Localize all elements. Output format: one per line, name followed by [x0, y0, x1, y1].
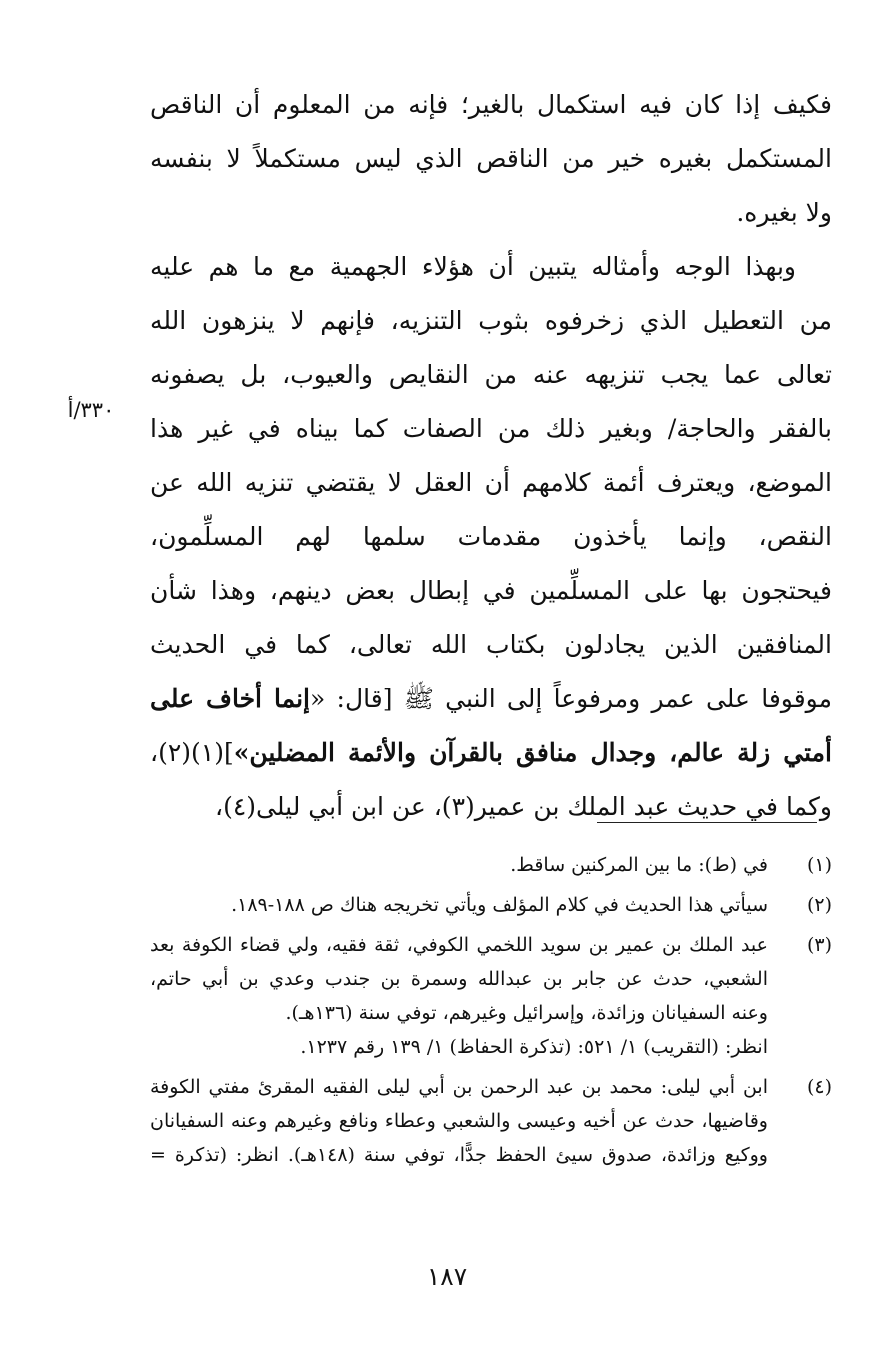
text-line: الموضع، ويعترف أئمة كلامهم أن العقل لا يقتضي تنزيه الله عن [150, 468, 832, 497]
footnote-line: ووكيع وزائدة، صدوق سيئ الحفظ جدًّا، توفي سنة (١٤٨هـ). انظر: (تذكرة = [150, 1144, 768, 1166]
footnote-line: وعنه السفيانان وزائدة، وإسرائيل وغيرهم، توفي سنة (١٣٦هـ). [285, 1002, 768, 1024]
footnote-separator [597, 822, 817, 823]
hadith-intro: موقوفا على عمر ومرفوعاً إلى النبي ﷺ [قال: « [309, 684, 832, 713]
hadith-line-1 [150, 672, 832, 726]
text-line: تعالى عما يجب تنزيهه عنه من النقايص والعيوب، بل يصفونه [150, 360, 832, 389]
text-line: من التعطيل الذي زخرفوه بثوب التنزيه، فإنهم لا ينزهون الله [150, 306, 832, 335]
hadith-line-2 [150, 726, 832, 780]
footnote-line: انظر: (التقريب) ١/ ٥٢١: (تذكرة الحفاظ) ١/ ١٣٩ رقم ١٢٣٧. [300, 1036, 768, 1058]
text-line: بالفقر والحاجة/ وبغير ذلك من الصفات كما بيناه في غير هذا [150, 414, 832, 443]
footnote [150, 848, 832, 882]
footnote-refs: ](١)(٢)، [150, 738, 234, 767]
manuscript-folio-note: ٣٣٠/أ [67, 398, 115, 422]
footnote [150, 928, 832, 1064]
text-line: المستكمل بغيره خير من الناقص الذي ليس مستكملاً لا بنفسه [150, 144, 832, 173]
text-line: ولا بغيره. [736, 198, 832, 227]
hadith-quote: إنما أخاف على [150, 684, 310, 713]
footnote-line: عبد الملك بن عمير بن سويد اللخمي الكوفي، ثقة فقيه، ولي قضاء الكوفة بعد [150, 934, 768, 956]
footnote-line: في (ط): ما بين المركنين ساقط. [510, 854, 768, 876]
text-line: النقص، وإنما يأخذون مقدمات سلمها لهم المسلِّمون، [150, 522, 832, 551]
footnote [150, 888, 832, 922]
text-line: وكما في حديث عبد الملك بن عمير(٣)، عن ابن أبي ليلى(٤)، [215, 792, 832, 821]
footnote-line: سيأتي هذا الحديث في كلام المؤلف ويأتي تخريجه هناك ص ١٨٨-١٨٩. [231, 894, 768, 916]
text-line: فكيف إذا كان فيه استكمال بالغير؛ فإنه من المعلوم أن الناقص [150, 90, 832, 119]
footnote-number: (٣) [806, 934, 832, 956]
main-text [150, 78, 832, 834]
footnote-number: (٤) [806, 1076, 832, 1098]
footnote-line: الشعبي، حدث عن جابر بن عبدالله وسمرة بن جندب وعدي بن أبي حاتم، [150, 968, 768, 990]
text-line: المنافقين الذين يجادلون بكتاب الله تعالى، كما في الحديث [150, 630, 832, 659]
text-line: فيحتجون بها على المسلِّمين في إبطال بعض دينهم، وهذا شأن [150, 576, 832, 605]
footnote-line: وقاضيها، حدث عن أخيه وعيسى والشعبي وعطاء ونافع وغيرهم وعنه السفيانان [150, 1110, 768, 1132]
footnote [150, 1070, 832, 1172]
hadith-quote: أمتي زلة عالم، وجدال منافق بالقرآن والأئمة المضلين» [233, 738, 832, 767]
footnotes [150, 848, 832, 1178]
footnote-number: (١) [806, 854, 832, 876]
text-line: وبهذا الوجه وأمثاله يتبين أن هؤلاء الجهمية مع ما هم عليه [150, 252, 796, 281]
footnote-number: (٢) [806, 894, 832, 916]
footnote-line: ابن أبي ليلى: محمد بن عبد الرحمن بن أبي ليلى الفقيه المقرئ مفتي الكوفة [150, 1076, 768, 1098]
page-number: ١٨٧ [426, 1262, 468, 1291]
